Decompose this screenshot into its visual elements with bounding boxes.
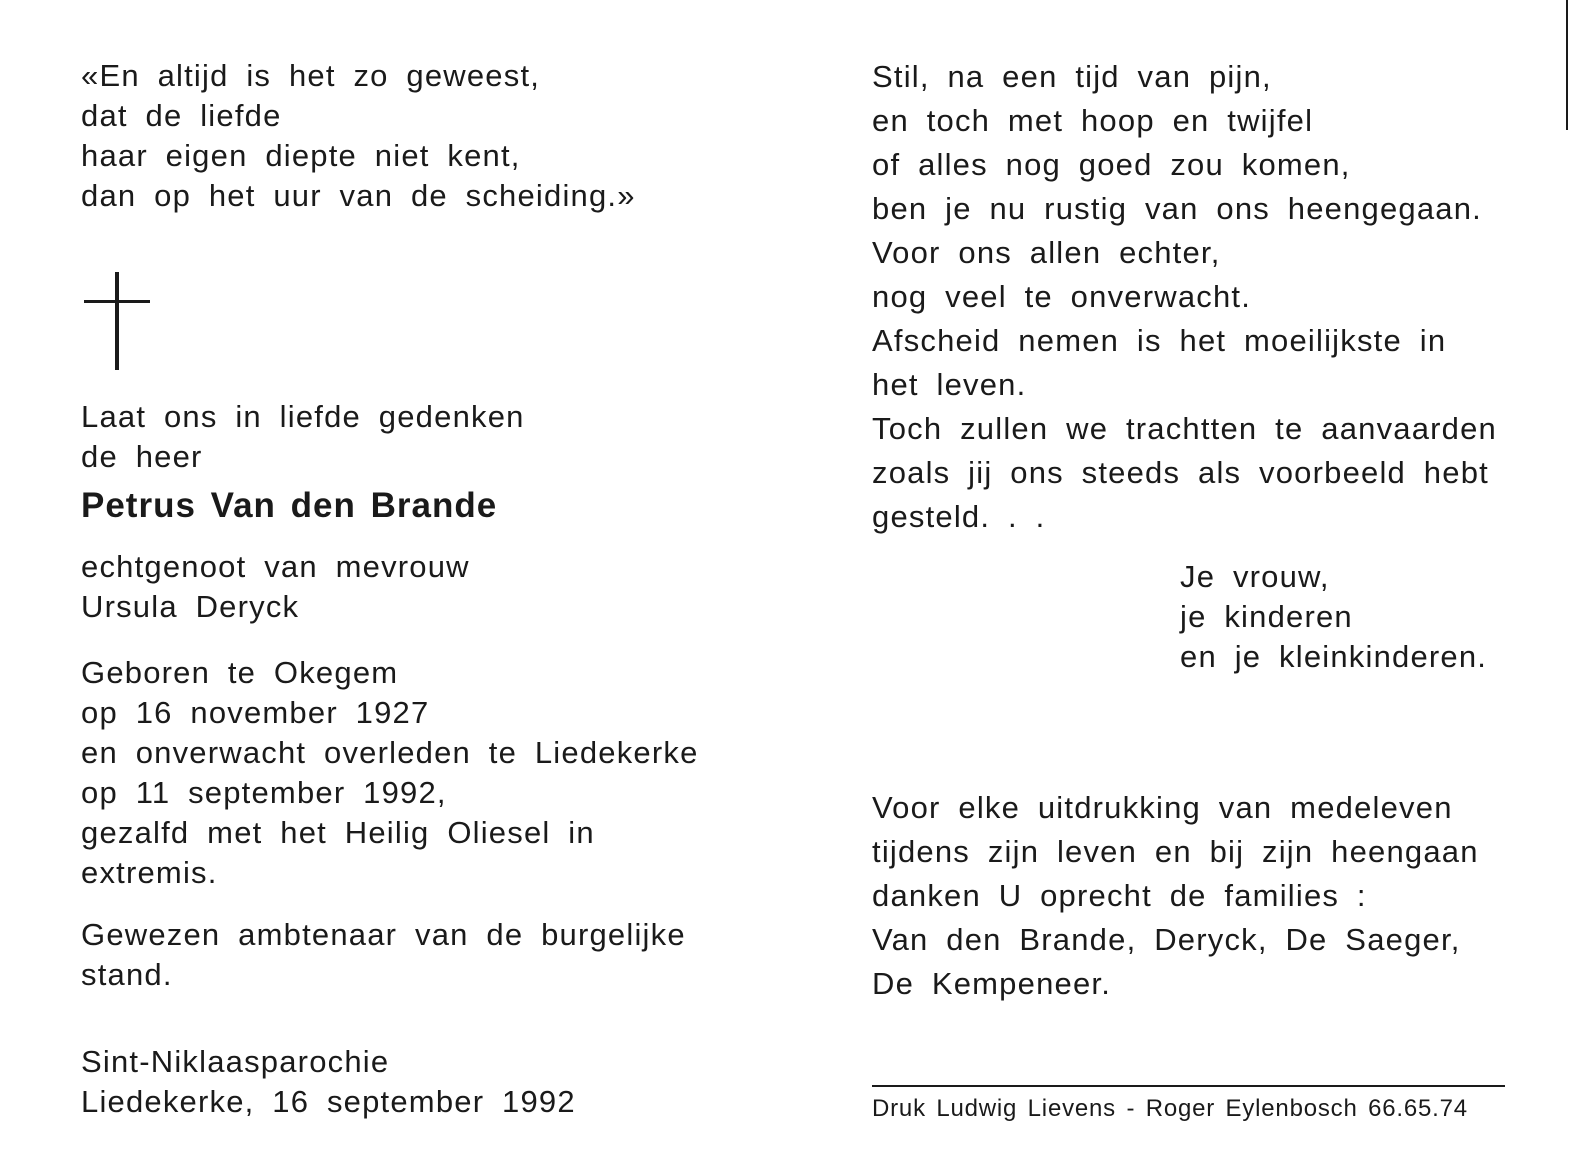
- thanks-line: Van den Brande, Deryck, De Saeger,: [872, 922, 1461, 957]
- remembrance-intro: [81, 397, 525, 477]
- life-line: op 11 september 1992,: [81, 775, 447, 810]
- poem-line: Toch zullen we trachtten te aanvaarden: [872, 411, 1497, 446]
- poem-line: en toch met hoop en twijfel: [872, 103, 1314, 138]
- signature-line: je kinderen: [1180, 599, 1353, 634]
- thanks-note: [872, 786, 1505, 1006]
- life-details: [81, 653, 699, 893]
- quote-line: «En altijd is het zo geweest,: [81, 58, 541, 93]
- poem-line: zoals jij ons steeds als voorbeeld hebt: [872, 455, 1489, 490]
- opening-quote: [81, 56, 636, 216]
- life-line: op 16 november 1927: [81, 695, 430, 730]
- occupation-line: Gewezen ambtenaar van de burgelijke: [81, 917, 686, 952]
- remembrance-line: Laat ons in liefde gedenken: [81, 399, 525, 434]
- quote-line: dan op het uur van de scheiding.»: [81, 178, 636, 213]
- cross-icon: [84, 272, 148, 372]
- parish-line: Sint-Niklaasparochie: [81, 1044, 390, 1079]
- poem-line: of alles nog goed zou komen,: [872, 147, 1351, 182]
- printer-credit: Druk Ludwig Lievens - Roger Eylenbosch 66.65.74: [872, 1095, 1468, 1122]
- quote-line: haar eigen diepte niet kent,: [81, 138, 521, 173]
- poem-line: gesteld. . .: [872, 499, 1046, 534]
- poem-line: Voor ons allen echter,: [872, 235, 1221, 270]
- thanks-line: danken U oprecht de families :: [872, 878, 1367, 913]
- occupation-line: stand.: [81, 957, 173, 992]
- family-signature: [1180, 557, 1487, 677]
- thanks-line: De Kempeneer.: [872, 966, 1112, 1001]
- signature-line: en je kleinkinderen.: [1180, 639, 1488, 674]
- poem-line: Afscheid nemen is het moeilijkste in: [872, 323, 1447, 358]
- signature-line: Je vrouw,: [1180, 559, 1330, 594]
- poem-line: ben je nu rustig van ons heengegaan.: [872, 191, 1482, 226]
- life-line: gezalfd met het Heilig Oliesel in: [81, 815, 595, 850]
- spouse-line: echtgenoot van mevrouw: [81, 549, 470, 584]
- life-line: en onverwacht overleden te Liedekerke: [81, 735, 699, 770]
- poem-line: nog veel te onverwacht.: [872, 279, 1252, 314]
- remembrance-line: de heer: [81, 439, 203, 474]
- spouse-line: Ursula Deryck: [81, 589, 300, 624]
- deceased-name: Petrus Van den Brande: [81, 486, 498, 525]
- scan-edge-mark: [1566, 0, 1568, 130]
- thanks-line: Voor elke uitdrukking van medeleven: [872, 790, 1453, 825]
- parish-and-date: [81, 1042, 576, 1122]
- farewell-poem: [872, 55, 1505, 539]
- poem-line: het leven.: [872, 367, 1027, 402]
- spouse-info: [81, 547, 470, 627]
- parish-line: Liedekerke, 16 september 1992: [81, 1084, 576, 1119]
- quote-line: dat de liefde: [81, 98, 282, 133]
- life-line: Geboren te Okegem: [81, 655, 399, 690]
- poem-line: Stil, na een tijd van pijn,: [872, 59, 1272, 94]
- life-line: extremis.: [81, 855, 218, 890]
- thanks-line: tijdens zijn leven en bij zijn heengaan: [872, 834, 1479, 869]
- footer-divider: [872, 1085, 1505, 1087]
- occupation: [81, 915, 686, 995]
